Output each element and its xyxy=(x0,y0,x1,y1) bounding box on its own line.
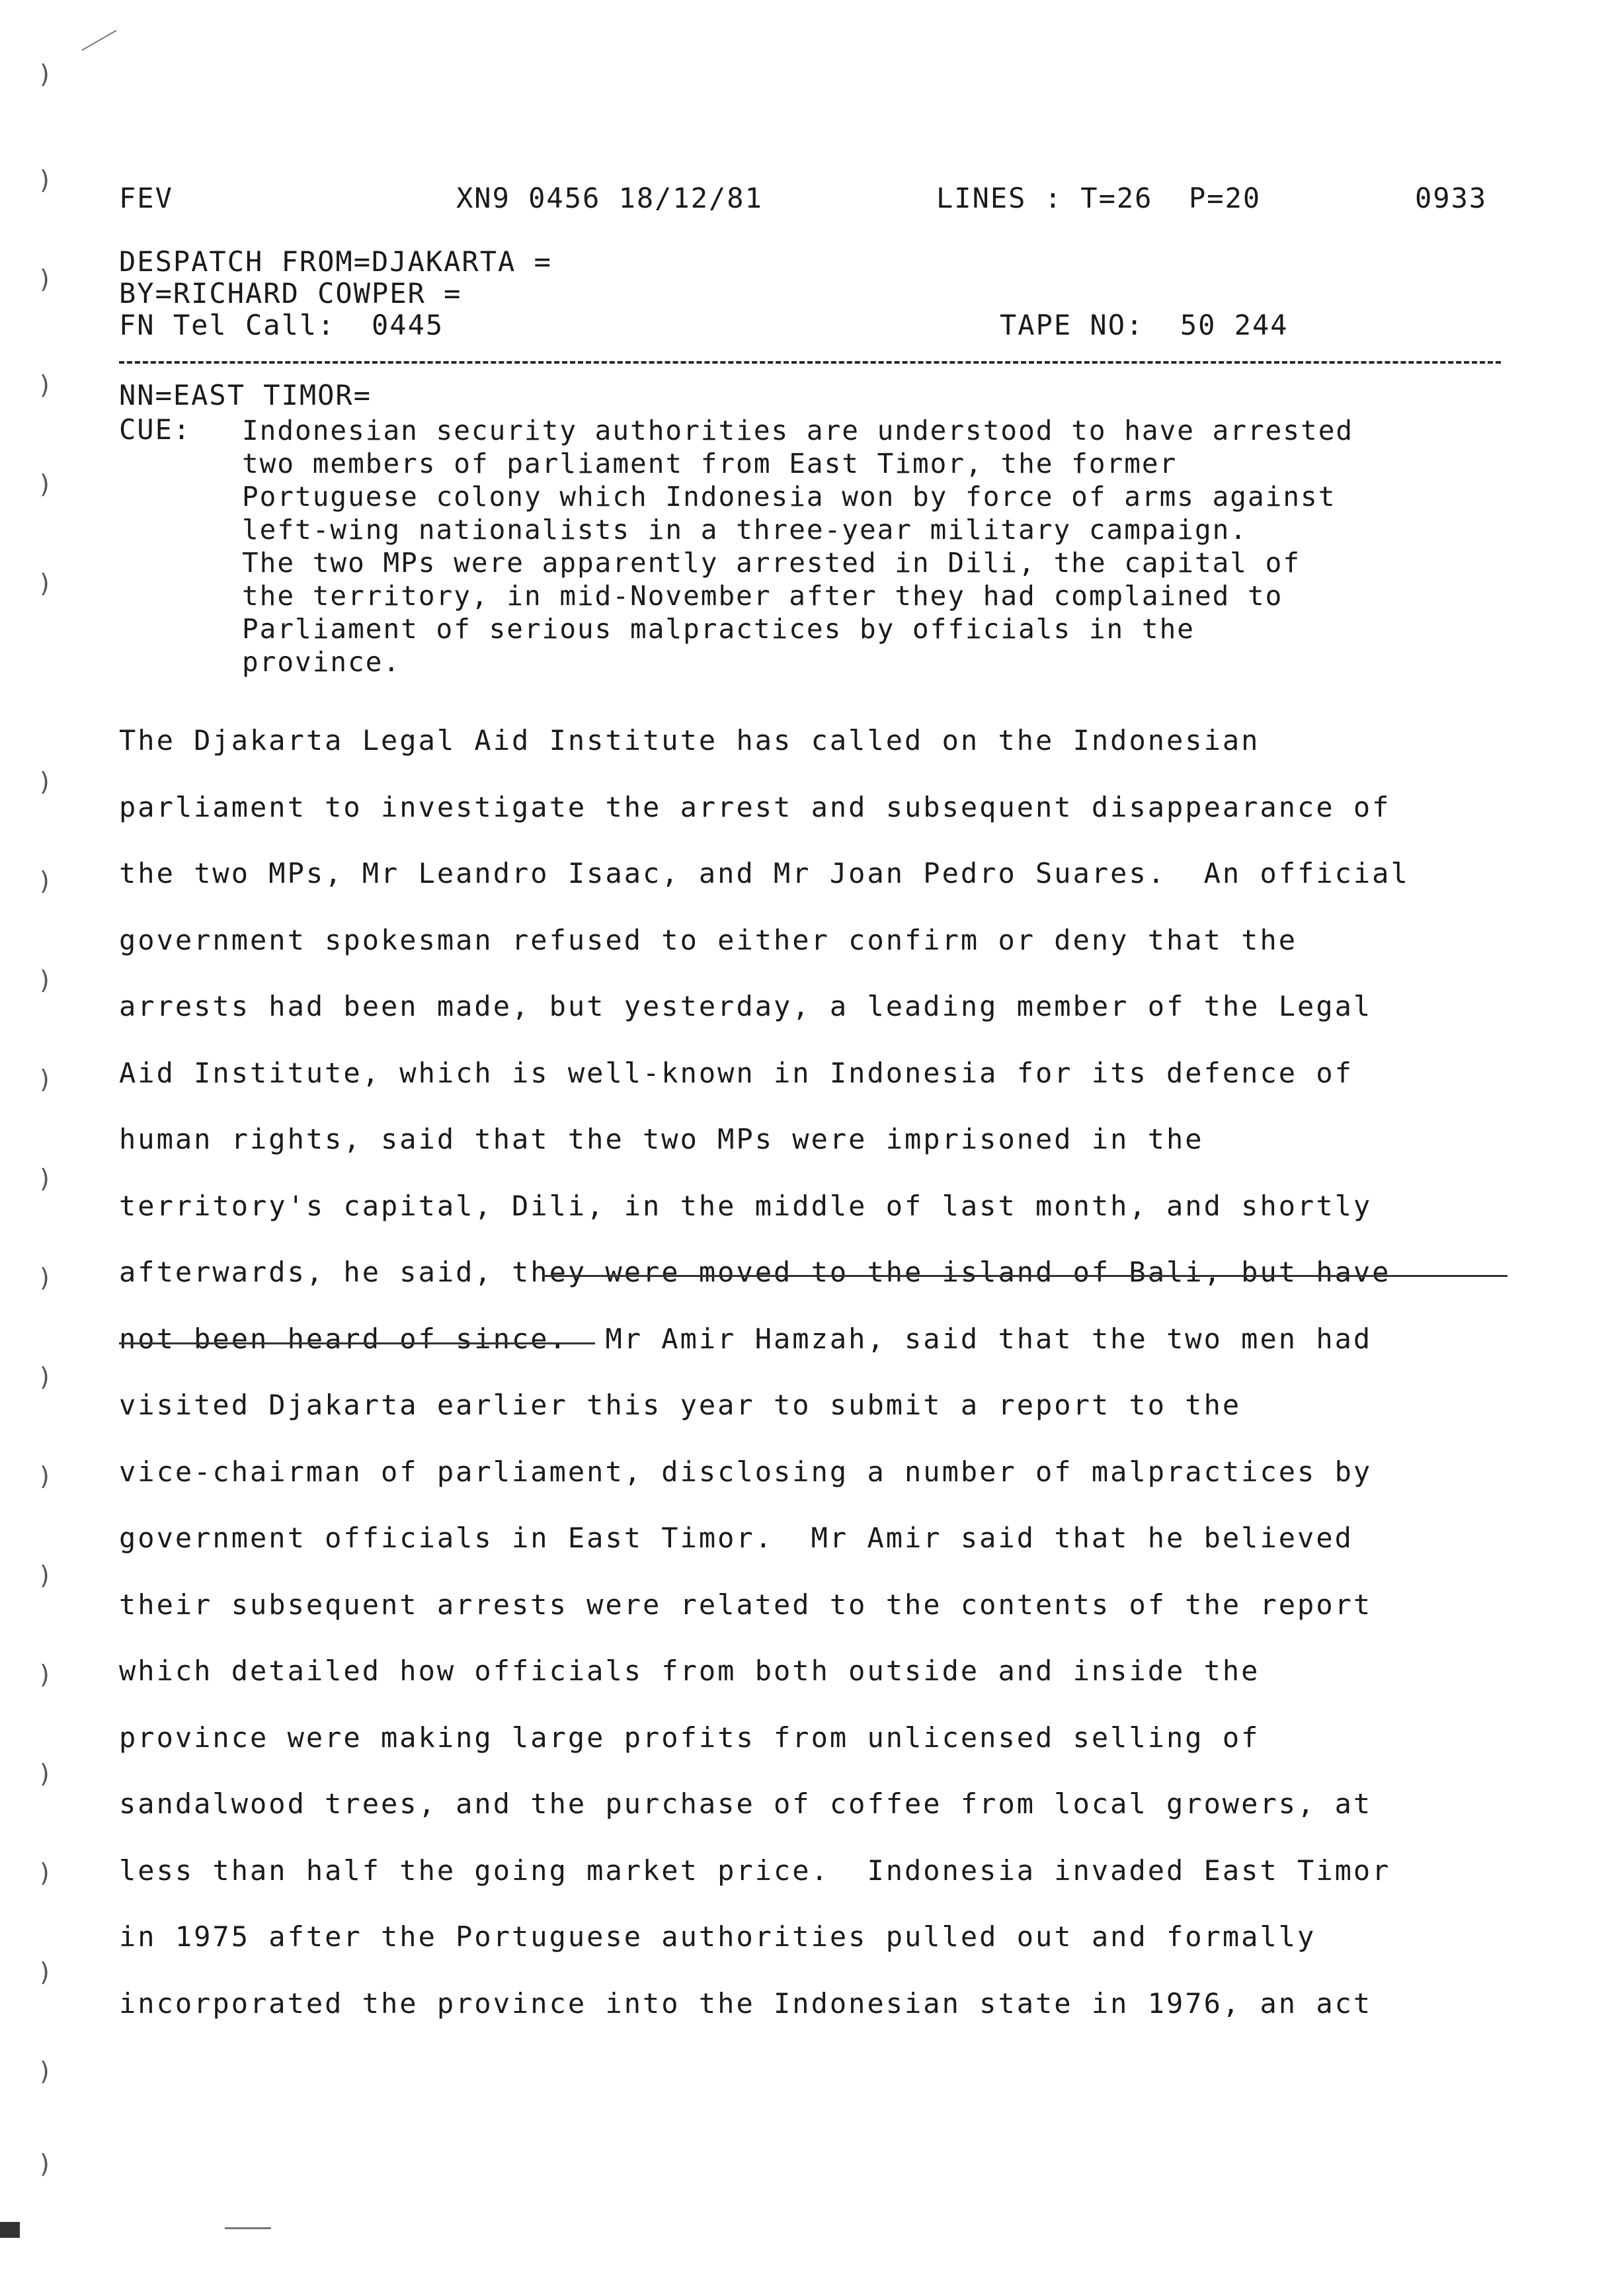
header-despatch: DESPATCH FROM=DJAKARTA = xyxy=(119,245,552,278)
header-source: FEV xyxy=(119,182,173,214)
margin-mark: ) xyxy=(40,265,50,294)
body-line: province were making large profits from unlicensed selling of xyxy=(119,1721,1260,1754)
cue-text xyxy=(242,414,1511,678)
margin-mark: ) xyxy=(40,965,50,995)
body-line: Aid Institute, which is well-known in Indonesia for its defence of xyxy=(119,1056,1353,1089)
margin-mark: ) xyxy=(40,1759,50,1788)
body-line: human rights, said that the two MPs were imprisoned in the xyxy=(119,1123,1204,1155)
cue-line: two members of parliament from East Timor, the former xyxy=(242,448,1178,479)
margin-mark: ) xyxy=(40,767,50,796)
margin-mark: ) xyxy=(40,1164,50,1193)
margin-mark: ) xyxy=(40,165,50,194)
body-line: not been heard of since. Mr Amir Hamzah, said that the two men had xyxy=(119,1322,1373,1355)
scan-speck xyxy=(0,2222,20,2238)
margin-mark: ) xyxy=(40,1263,50,1292)
body-line: vice-chairman of parliament, disclosing a number of malpractices by xyxy=(119,1455,1373,1488)
nn-line: NN=EAST TIMOR= xyxy=(119,379,372,411)
margin-mark: ) xyxy=(40,1461,50,1491)
margin-mark: ) xyxy=(40,866,50,895)
body-line: visited Djakarta earlier this year to submit a report to the xyxy=(119,1389,1242,1421)
margin-mark: ) xyxy=(40,60,50,89)
cue-line: the territory, in mid-November after they had complained to xyxy=(242,580,1283,612)
body-line: less than half the going market price. Indonesia invaded East Timor xyxy=(119,1854,1391,1887)
body-line: which detailed how officials from both outside and inside the xyxy=(119,1655,1260,1687)
margin-mark: ) xyxy=(40,370,50,399)
body-line: The Djakarta Legal Aid Institute has called on the Indonesian xyxy=(119,724,1260,757)
scan-speck xyxy=(82,30,117,51)
margin-mark: ) xyxy=(40,470,50,499)
cue-line: province. xyxy=(242,646,401,678)
header-lines: LINES : T=26 P=20 xyxy=(936,182,1262,214)
cue-label: CUE: xyxy=(119,413,192,446)
body-line: arrests had been made, but yesterday, a leading member of the Legal xyxy=(119,990,1373,1022)
margin-mark: ) xyxy=(40,1362,50,1391)
cue-line: Parliament of serious malpractices by officials in the xyxy=(242,613,1195,645)
margin-mark: ) xyxy=(40,2057,50,2086)
header-ref: XN9 0456 18/12/81 xyxy=(456,182,763,214)
header-tape: TAPE NO: 50 244 xyxy=(1000,309,1289,341)
body-line: sandalwood trees, and the purchase of coffee from local growers, at xyxy=(119,1787,1373,1820)
header-tel: FN Tel Call: 0445 xyxy=(119,309,444,341)
margin-mark: ) xyxy=(40,1065,50,1094)
scan-speck xyxy=(225,2227,271,2229)
margin-mark: ) xyxy=(40,1660,50,1689)
body-line: the two MPs, Mr Leandro Isaac, and Mr Joan Pedro Suares. An official xyxy=(119,857,1410,889)
margin-mark: ) xyxy=(40,2149,50,2178)
header-by: BY=RICHARD COWPER = xyxy=(119,277,462,309)
body-text xyxy=(119,708,1508,2037)
cue-line: left-wing nationalists in a three-year military campaign. xyxy=(242,514,1248,546)
body-line: government spokesman refused to either confirm or deny that the xyxy=(119,923,1298,956)
cue-line: Indonesian security authorities are understood to have arrested xyxy=(242,415,1354,446)
margin-mark: ) xyxy=(40,1957,50,1987)
body-line: territory's capital, Dili, in the middle of last month, and shortly xyxy=(119,1189,1373,1222)
header-code: 0933 xyxy=(1415,182,1488,214)
body-line: government officials in East Timor. Mr Amir said that he believed xyxy=(119,1522,1353,1554)
body-line: incorporated the province into the Indonesian state in 1976, an act xyxy=(119,1987,1373,2020)
header-divider xyxy=(119,361,1501,364)
cue-line: The two MPs were apparently arrested in Dili, the capital of xyxy=(242,547,1301,579)
body-line: parliament to investigate the arrest and subsequent disappearance of xyxy=(119,790,1391,823)
cue-line: Portuguese colony which Indonesia won by force of arms against xyxy=(242,481,1336,512)
margin-mark: ) xyxy=(40,569,50,598)
body-line: in 1975 after the Portuguese authorities pulled out and formally xyxy=(119,1920,1316,1953)
body-line: their subsequent arrests were related to the contents of the report xyxy=(119,1588,1373,1621)
body-line: afterwards, he said, they were moved to the island of Bali, but have xyxy=(119,1256,1391,1288)
margin-mark: ) xyxy=(40,1561,50,1590)
margin-mark: ) xyxy=(40,1858,50,1887)
handwritten-underline xyxy=(119,1342,595,1344)
handwritten-underline xyxy=(542,1275,1508,1277)
